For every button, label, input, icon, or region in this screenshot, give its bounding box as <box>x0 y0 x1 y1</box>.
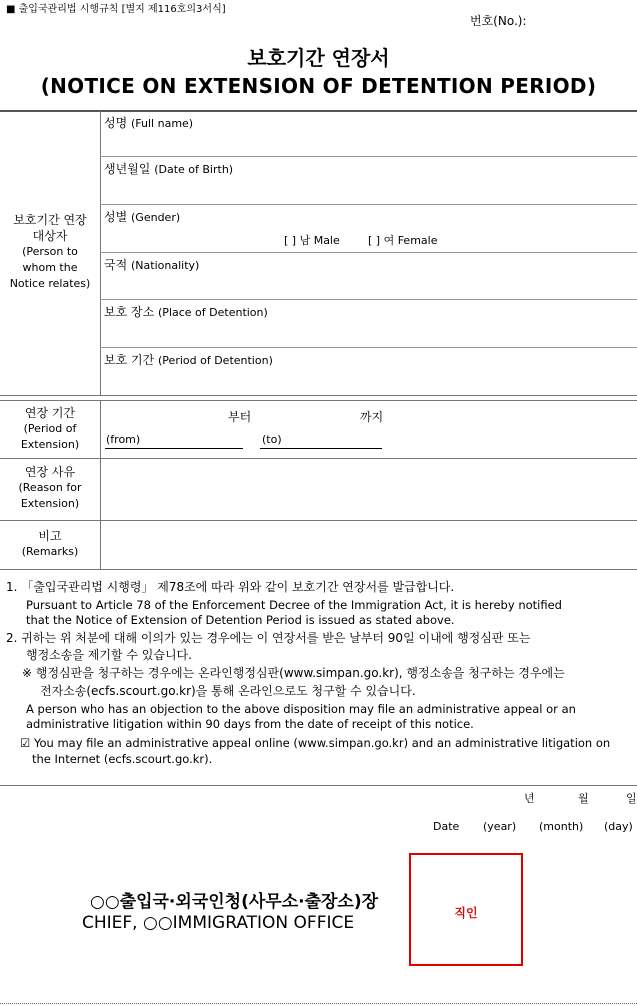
note-2-korean-line-1: 2. 귀하는 위 처분에 대해 이의가 있는 경우에는 이 연장서를 받은 날부터 90일 이내에 행정심판 또는 <box>6 631 531 645</box>
year-ko-label: 년 <box>524 792 535 805</box>
row-divider <box>100 252 637 253</box>
section-divider <box>0 400 637 401</box>
chief-title-english: CHIEF, ○○IMMIGRATION OFFICE <box>82 913 355 933</box>
to-ko-label: 까지 <box>360 410 384 424</box>
place-of-detention-field[interactable]: 보호 장소 (Place of Detention) <box>104 305 268 319</box>
row-divider <box>100 156 637 157</box>
gender-field: 성별 (Gender) <box>104 210 181 224</box>
year-en-label: (year) <box>483 820 517 833</box>
from-en-label: (from) <box>106 433 141 446</box>
extension-reason-label: 연장 사유 (Reason for Extension) <box>18 465 82 510</box>
title-korean: 보호기간 연장서 <box>247 46 390 70</box>
row-divider <box>100 204 637 205</box>
row-divider <box>0 458 637 459</box>
lower-divider <box>100 401 101 569</box>
to-date-line[interactable] <box>260 448 382 449</box>
month-en-label: (month) <box>539 820 584 833</box>
date-en-label: Date <box>433 820 460 833</box>
extension-period-label: 연장 기간 (Period of Extension) <box>20 406 80 451</box>
notes-divider <box>0 785 637 786</box>
day-en-label: (day) <box>604 820 633 833</box>
note-2-english-line-4: the Internet (ecfs.scourt.go.kr). <box>32 752 213 766</box>
note-2-english-line-3: ☑ You may file an administrative appeal online (www.simpan.go.kr) and an administrative litigation on <box>20 736 611 750</box>
to-en-label: (to) <box>262 433 282 446</box>
row-divider <box>100 299 637 300</box>
day-ko-label: 일 <box>626 792 637 805</box>
note-2-korean-line-3: ※ 행정심판을 청구하는 경우에는 온라인행정심판(www.simpan.go.kr), 행정소송을 청구하는 경우에는 <box>22 666 565 680</box>
remarks-label: 비고 (Remarks) <box>21 529 79 558</box>
row-divider <box>100 347 637 348</box>
note-2-korean-line-2: 행정소송을 제기할 수 있습니다. <box>26 648 192 662</box>
row-divider <box>0 520 637 521</box>
note-2-korean-line-4: 전자소송(ecfs.scourt.go.kr)을 통해 온라인으로도 청구할 수 있습니다. <box>40 684 416 698</box>
note-2-english-line-2: administrative litigation within 90 days from the date of receipt of this notice. <box>26 717 474 731</box>
note-2-english-line-1: A person who has an objection to the above disposition may file an administrative appeal or an <box>26 702 576 716</box>
gender-female-checkbox[interactable]: [ ] 여 Female <box>368 234 438 247</box>
from-date-line[interactable] <box>105 448 243 449</box>
table-bottom-border <box>0 569 637 570</box>
document-number-label: 번호(No.): <box>470 14 527 28</box>
period-of-detention-field[interactable]: 보호 기간 (Period of Detention) <box>104 353 273 367</box>
date-of-birth-field[interactable]: 생년월일 (Date of Birth) <box>104 162 234 176</box>
chief-title-korean: ○○출입국·외국인청(사무소·출장소)장 <box>90 892 379 912</box>
law-reference: ■ 출입국관리법 시행규칙 [별지 제116호의3서식] <box>6 4 226 15</box>
title-english: (NOTICE ON EXTENSION OF DETENTION PERIOD) <box>40 74 597 98</box>
bottom-border <box>0 1003 637 1004</box>
gender-male-checkbox[interactable]: [ ] 남 Male <box>284 234 340 247</box>
official-seal-label: 직인 <box>454 906 478 920</box>
note-1-korean: 1. 「출입국관리법 시행령」 제78조에 따라 위와 같이 보호기간 연장서를 발급합니다. <box>6 580 455 594</box>
full-name-field[interactable]: 성명 (Full name) <box>104 116 194 130</box>
from-ko-label: 부터 <box>228 410 252 424</box>
month-ko-label: 월 <box>578 792 589 805</box>
subject-divider <box>100 111 101 395</box>
nationality-field[interactable]: 국적 (Nationality) <box>104 258 200 272</box>
section-divider <box>0 395 637 396</box>
table-top-border <box>0 110 637 112</box>
note-1-english-line-1: Pursuant to Article 78 of the Enforcement Decree of the Immigration Act, it is hereby notified <box>26 598 562 612</box>
note-1-english-line-2: that the Notice of Extension of Detention Period is issued as stated above. <box>26 613 455 627</box>
subject-label: 보호기간 연장 대상자 (Person to whom the Notice relates) <box>9 213 91 290</box>
